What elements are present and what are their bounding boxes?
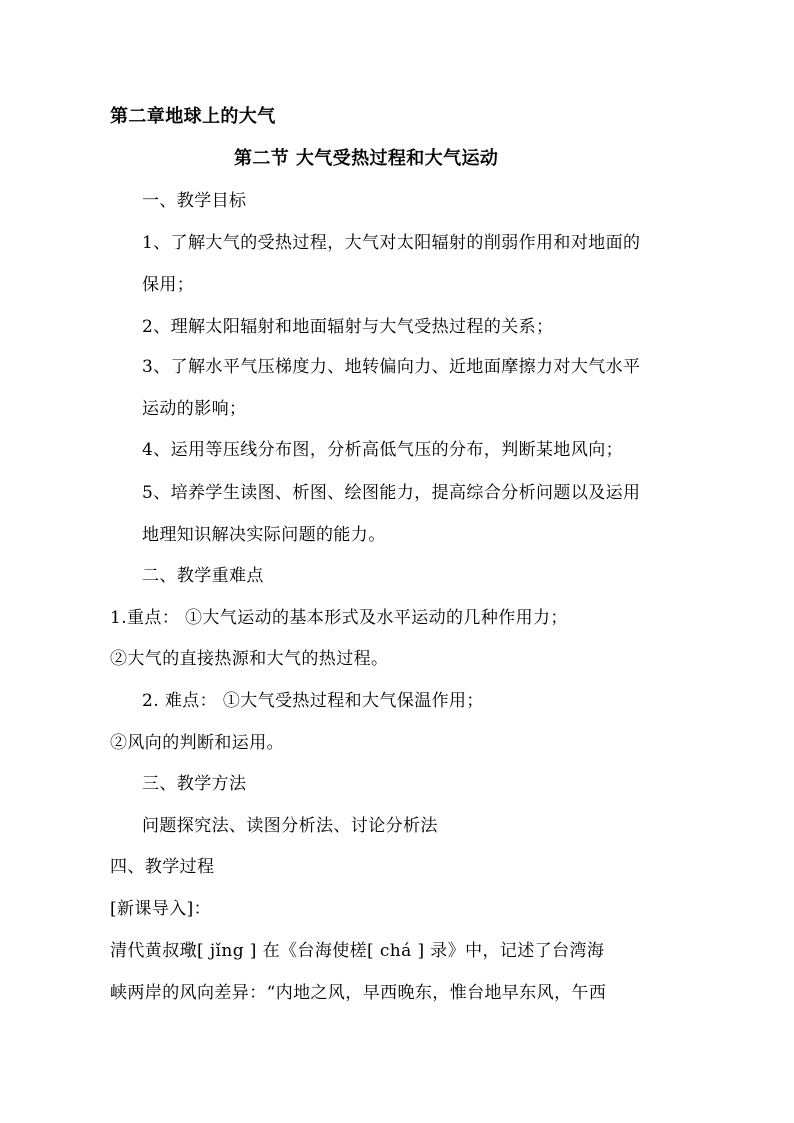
goal-line: 2、理解太阳辐射和地面辐射与大气受热过程的关系；: [142, 317, 554, 337]
heading-teaching-methods: 三、教学方法: [142, 774, 247, 794]
goal-line: 1、了解大气的受热过程，大气对太阳辐射的削弱作用和对地面的: [142, 233, 641, 253]
section-title: 第二节 大气受热过程和大气运动: [234, 148, 499, 169]
heading-key-difficult-points: 二、教学重难点: [142, 566, 264, 586]
goal-line: 地理知识解决实际问题的能力。: [142, 525, 386, 545]
key-point-line: ②风向的判断和运用。: [110, 733, 284, 753]
goal-line: 5、培养学生读图、析图、绘图能力，提高综合分析问题以及运用: [142, 483, 641, 503]
key-point-line: ②大气的直接热源和大气的热过程。: [110, 649, 389, 669]
goal-line: 3、了解水平气压梯度力、地转偏向力、近地面摩擦力对大气水平: [142, 357, 641, 377]
chapter-title: 第二章地球上的大气: [110, 106, 276, 127]
methods-text: 问题探究法、读图分析法、讨论分析法: [142, 816, 438, 836]
goal-line: 保用；: [142, 275, 195, 295]
heading-teaching-goals: 一、教学目标: [142, 191, 247, 211]
heading-teaching-process: 四、教学过程: [110, 857, 215, 877]
intro-line: 清代黄叔璥[ jǐng ] 在《台海使槎[ chá ] 录》中，记述了台湾海: [110, 941, 605, 961]
intro-label: [新课导入]：: [110, 899, 212, 919]
key-point-line: 1.重点： ①大气运动的基本形式及水平运动的几种作用力；: [110, 608, 568, 628]
key-point-line: 2. 难点： ①大气受热过程和大气保温作用；: [142, 691, 484, 711]
goal-line: 4、运用等压线分布图，分析高低气压的分布，判断某地风向；: [142, 440, 624, 460]
goal-line: 运动的影响；: [142, 399, 247, 419]
intro-line: 峡两岸的风向差异：“内地之风，早西晚东，惟台地早东风，午西: [110, 983, 607, 1003]
